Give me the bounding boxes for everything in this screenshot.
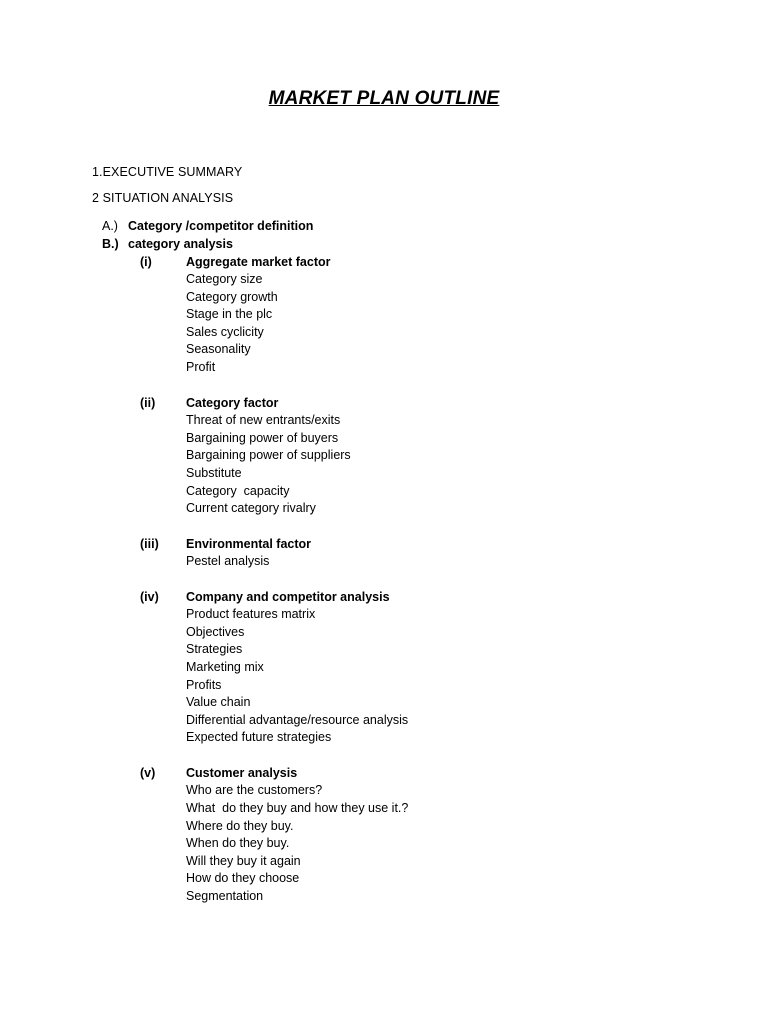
- document-title: MARKET PLAN OUTLINE: [268, 88, 500, 109]
- heading-situation-analysis: 2 SITUATION ANALYSIS: [92, 191, 234, 205]
- list-item: Category growth: [186, 290, 278, 304]
- group-numeral-iii: (iii): [140, 537, 159, 551]
- list-item: Sales cyclicity: [186, 325, 264, 339]
- list-item: Where do they buy.: [186, 819, 294, 833]
- group-numeral-i: (i): [140, 255, 152, 269]
- list-item: Bargaining power of buyers: [186, 431, 339, 445]
- group-numeral-v: (v): [140, 766, 156, 780]
- list-item: Product features matrix: [186, 607, 316, 621]
- list-item: Expected future strategies: [186, 730, 332, 744]
- list-item: Substitute: [186, 466, 242, 480]
- list-item: Threat of new entrants/exits: [186, 413, 341, 427]
- subsection-marker-a: A.): [102, 219, 118, 233]
- subsection-label-a: Category /competitor definition: [128, 219, 314, 233]
- list-item: Strategies: [186, 642, 243, 656]
- list-item: Current category rivalry: [186, 501, 316, 515]
- group-heading-iii: Environmental factor: [186, 537, 312, 551]
- list-item: Value chain: [186, 695, 251, 709]
- list-item: Will they buy it again: [186, 854, 301, 868]
- list-item: Category size: [186, 272, 263, 286]
- list-item: Category capacity: [186, 484, 290, 498]
- list-item: Objectives: [186, 625, 245, 639]
- list-item: What do they buy and how they use it.?: [186, 801, 409, 815]
- list-item: Bargaining power of suppliers: [186, 448, 351, 462]
- list-item: How do they choose: [186, 871, 300, 885]
- list-item: When do they buy.: [186, 836, 290, 850]
- subsection-label-b: category analysis: [128, 237, 233, 251]
- list-item: Who are the customers?: [186, 783, 323, 797]
- list-item: Marketing mix: [186, 660, 264, 674]
- group-heading-ii: Category factor: [186, 396, 279, 410]
- subsection-marker-b: B.): [102, 237, 119, 251]
- group-heading-v: Customer analysis: [186, 766, 298, 780]
- list-item: Profit: [186, 360, 216, 374]
- list-item: Differential advantage/resource analysis: [186, 713, 409, 727]
- list-item: Seasonality: [186, 342, 251, 356]
- group-numeral-iv: (iv): [140, 590, 159, 604]
- list-item: Segmentation: [186, 889, 264, 903]
- list-item: Stage in the plc: [186, 307, 273, 321]
- list-item: Pestel analysis: [186, 554, 270, 568]
- group-numeral-ii: (ii): [140, 396, 156, 410]
- list-item: Profits: [186, 678, 222, 692]
- group-heading-iv: Company and competitor analysis: [186, 590, 390, 604]
- group-heading-i: Aggregate market factor: [186, 255, 331, 269]
- heading-executive-summary: 1.EXECUTIVE SUMMARY: [92, 165, 243, 179]
